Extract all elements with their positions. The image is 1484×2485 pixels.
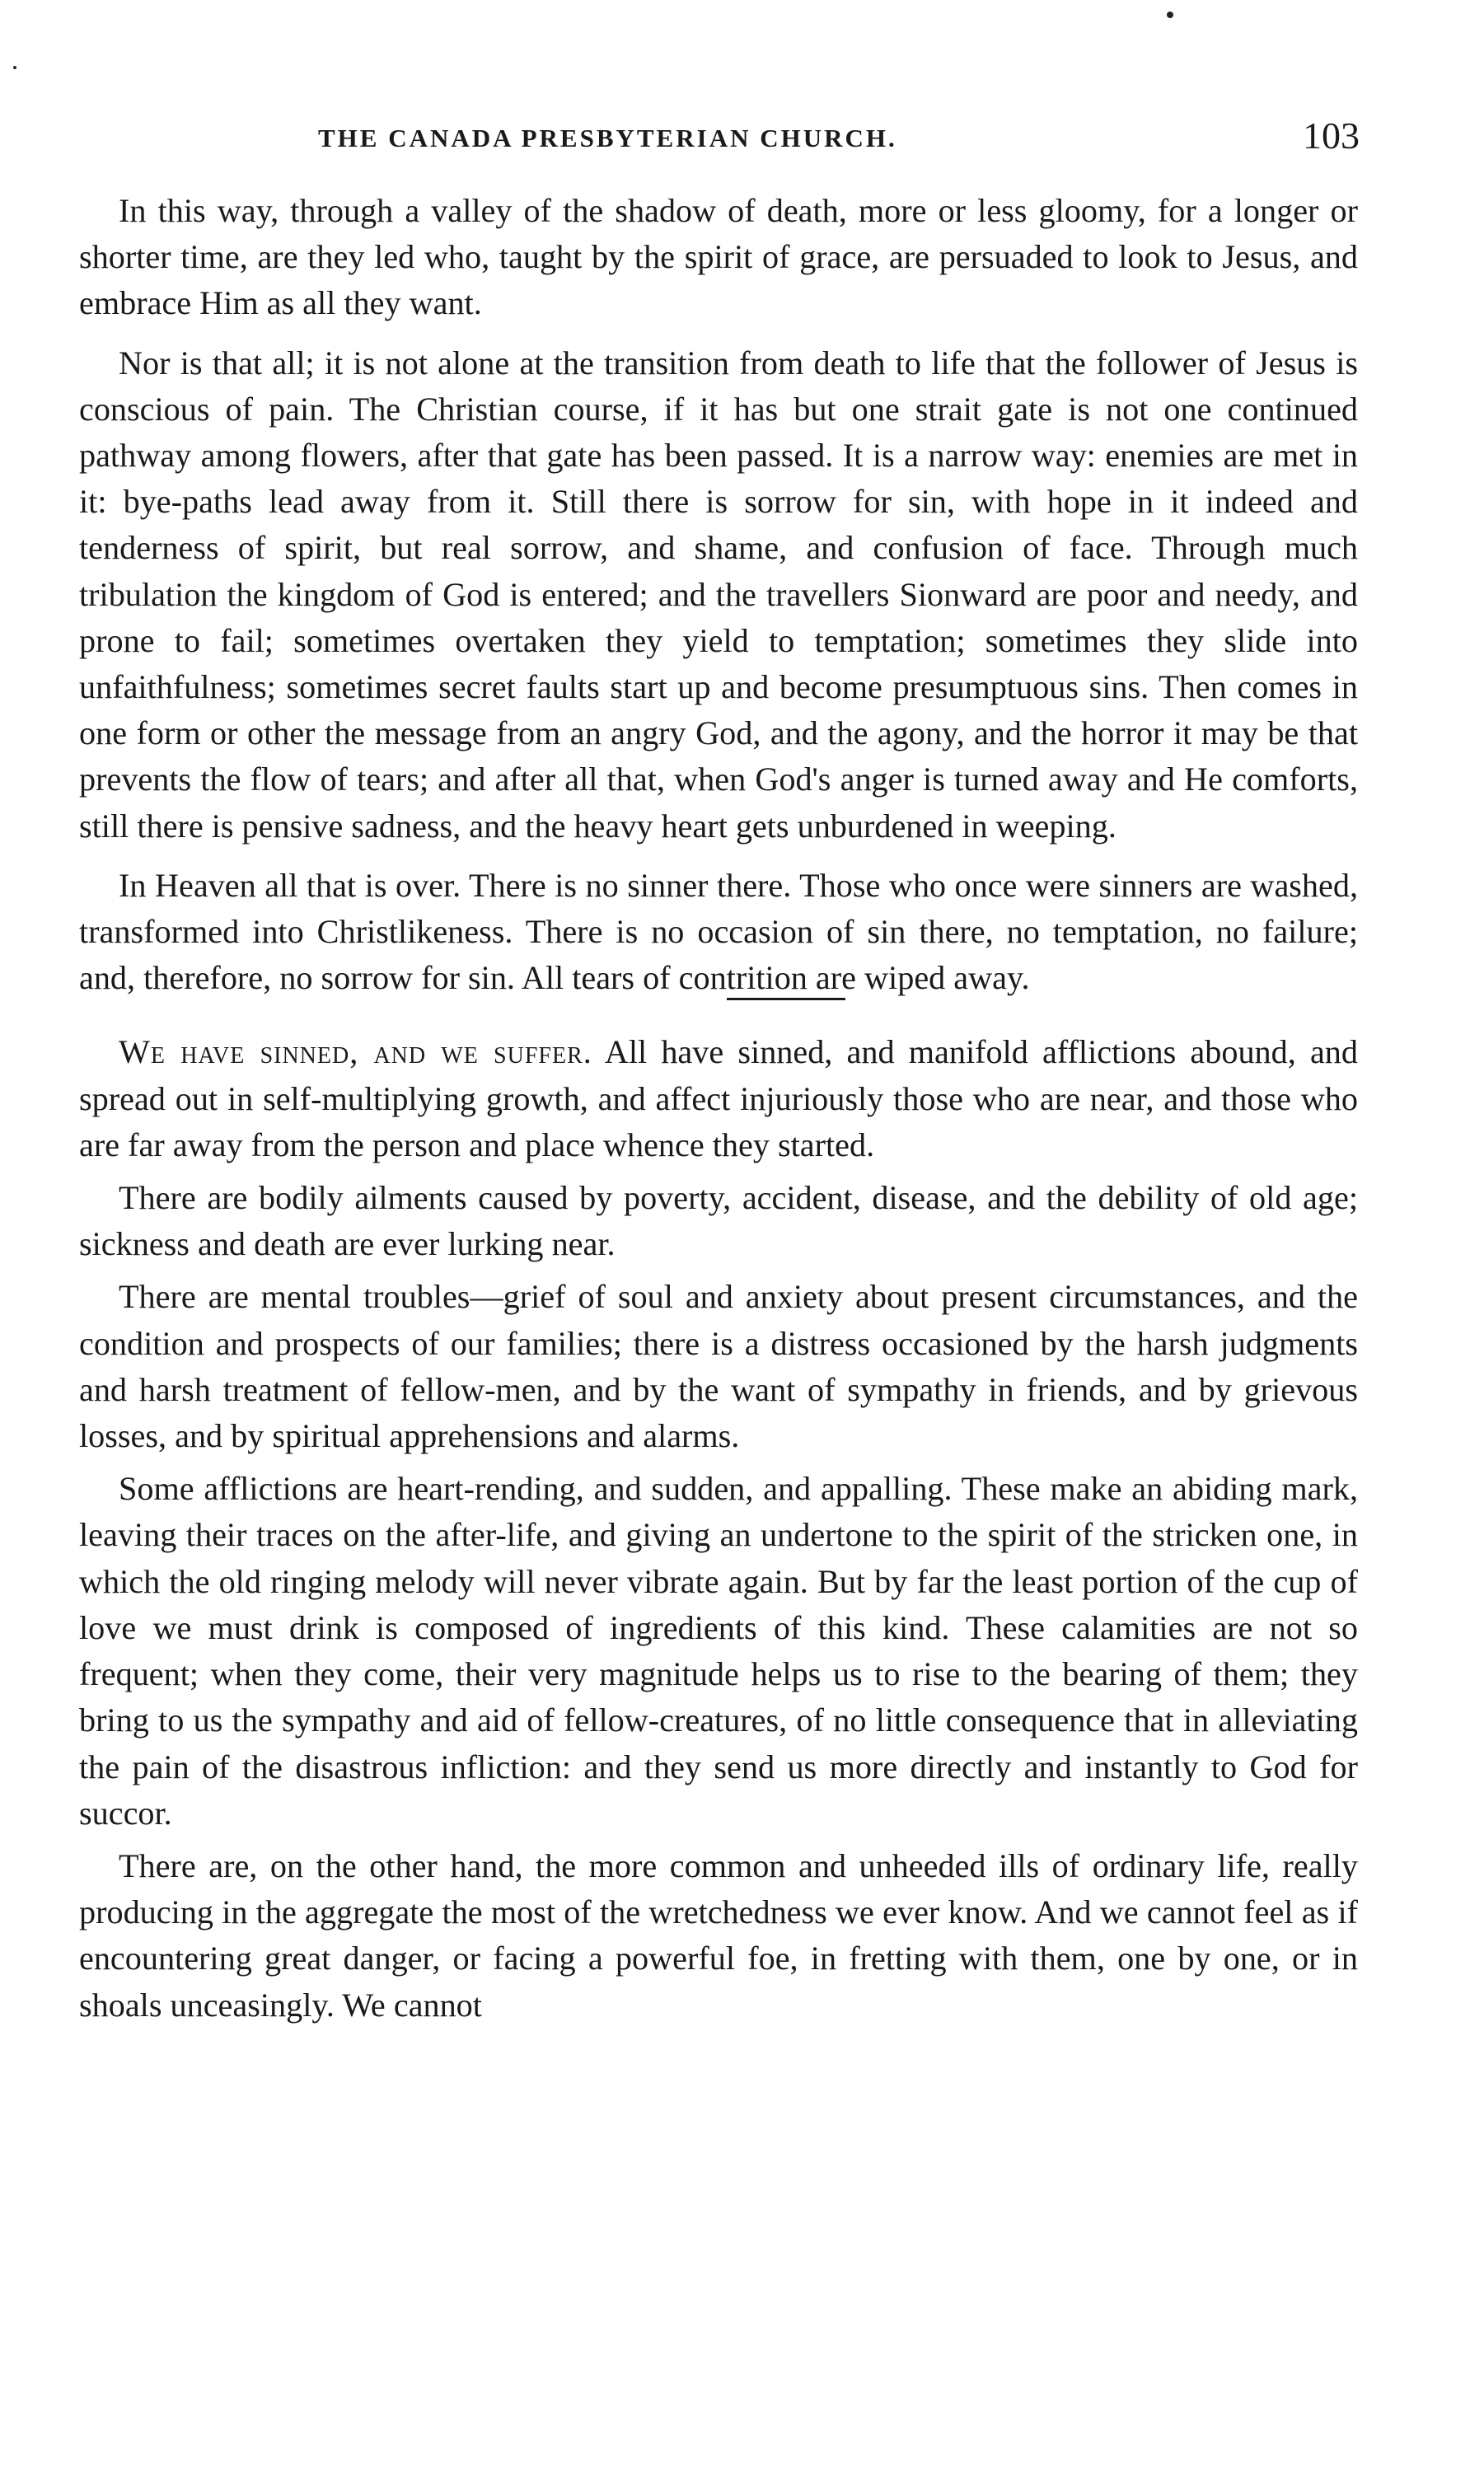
print-speck	[13, 66, 16, 69]
paragraph: In this way, through a valley of the shadow of death, more or less gloomy, for a longer or shorter time, are they led who, taught by the spirit of grace, are persuaded to look to Jesus, and embrace Him as all they want.	[79, 192, 1358, 322]
page-number: 103	[1303, 115, 1360, 157]
text-body	[79, 188, 1358, 2029]
running-title: THE CANADA PRESBYTERIAN CHURCH.	[318, 124, 897, 152]
paragraph: There are mental troubles—grief of soul and anxiety about present circumstances, and the condition and prospects of our families; there is a distress occasioned by the harsh judgments and harsh treatment of fellow-men, and by the want of sympathy in friends, and by grievous losses, and by spiritual apprehensions and alarms.	[79, 1278, 1358, 1455]
paragraph: Nor is that all; it is not alone at the transition from death to life that the follower of Jesus is conscious of pain. The Christian course, if it has but one strait gate is not one continued pathway among flowers, after that gate has been passed. It is a narrow way: enemies are met in it: bye-paths lead away from it. Still there is sorrow for sin, with hope in it indeed and tenderness of spirit, but real sorrow, and shame, and confusion of face. Through much tribulation the kingdom of God is entered; and the travellers Sionward are poor and needy, and prone to fail; sometimes overtaken they yield to temptation; sometimes they slide into unfaithfulness; sometimes secret faults start up and become presumptuous sins. Then comes in one form or other the message from an angry God, and the agony, and the horror it may be that prevents the flow of tears; and after all that, when God's anger is turned away and He comforts, still there is pensive sadness, and the heavy heart gets unburdened in weeping.	[79, 344, 1358, 845]
section-divider	[79, 1001, 1358, 1029]
running-head	[82, 114, 1360, 163]
section-intro: All have sinned, and manifold afflictions abound, and spread out in self-multiplying growth, and affect injuriously those who are near, and those who are far away from the person and place whence they started.	[79, 1033, 1358, 1163]
paragraph: There are, on the other hand, the more common and unheeded ills of ordinary life, really producing in the aggregate the most of the wretchedness we ever know. And we cannot feel as if encountering great danger, or facing a powerful foe, in fretting with them, one by one, or in shoals unceasingly. We cannot	[79, 1846, 1358, 2024]
paragraph: There are bodily ailments caused by poverty, accident, disease, and the debility of old age; sickness and death are ever lurking near.	[79, 1179, 1358, 1263]
print-speck	[1167, 12, 1173, 18]
paragraph: Some afflictions are heart-rending, and sudden, and appalling. These make an abiding mark, leaving their traces on the after-life, and giving an undertone to the spirit of the stricken one, in which the old ringing melody will never vibrate again. But by far the least portion of the cup of love we must drink is composed of ingredients of this kind. These calamities are not so frequent; when they come, their very magnitude helps us to rise to the bearing of them; they bring to us the sympathy and aid of fellow-creatures, of no little consequence that in alleviating the pain of the disastrous infliction: and they send us more directly and instantly to God for succor.	[79, 1470, 1358, 1832]
divider-rule	[727, 998, 845, 1000]
paragraph: In Heaven all that is over. There is no sinner there. Those who once were sinners are washed, transformed into Christlikeness. There is no occasion of sin there, no temptation, no failure; and, therefore, no sorrow for sin. All tears of contrition are wiped away.	[79, 866, 1358, 997]
section-heading: We have sinned, and we suffer.	[119, 1033, 592, 1071]
section-opening-paragraph	[79, 1029, 1358, 1168]
